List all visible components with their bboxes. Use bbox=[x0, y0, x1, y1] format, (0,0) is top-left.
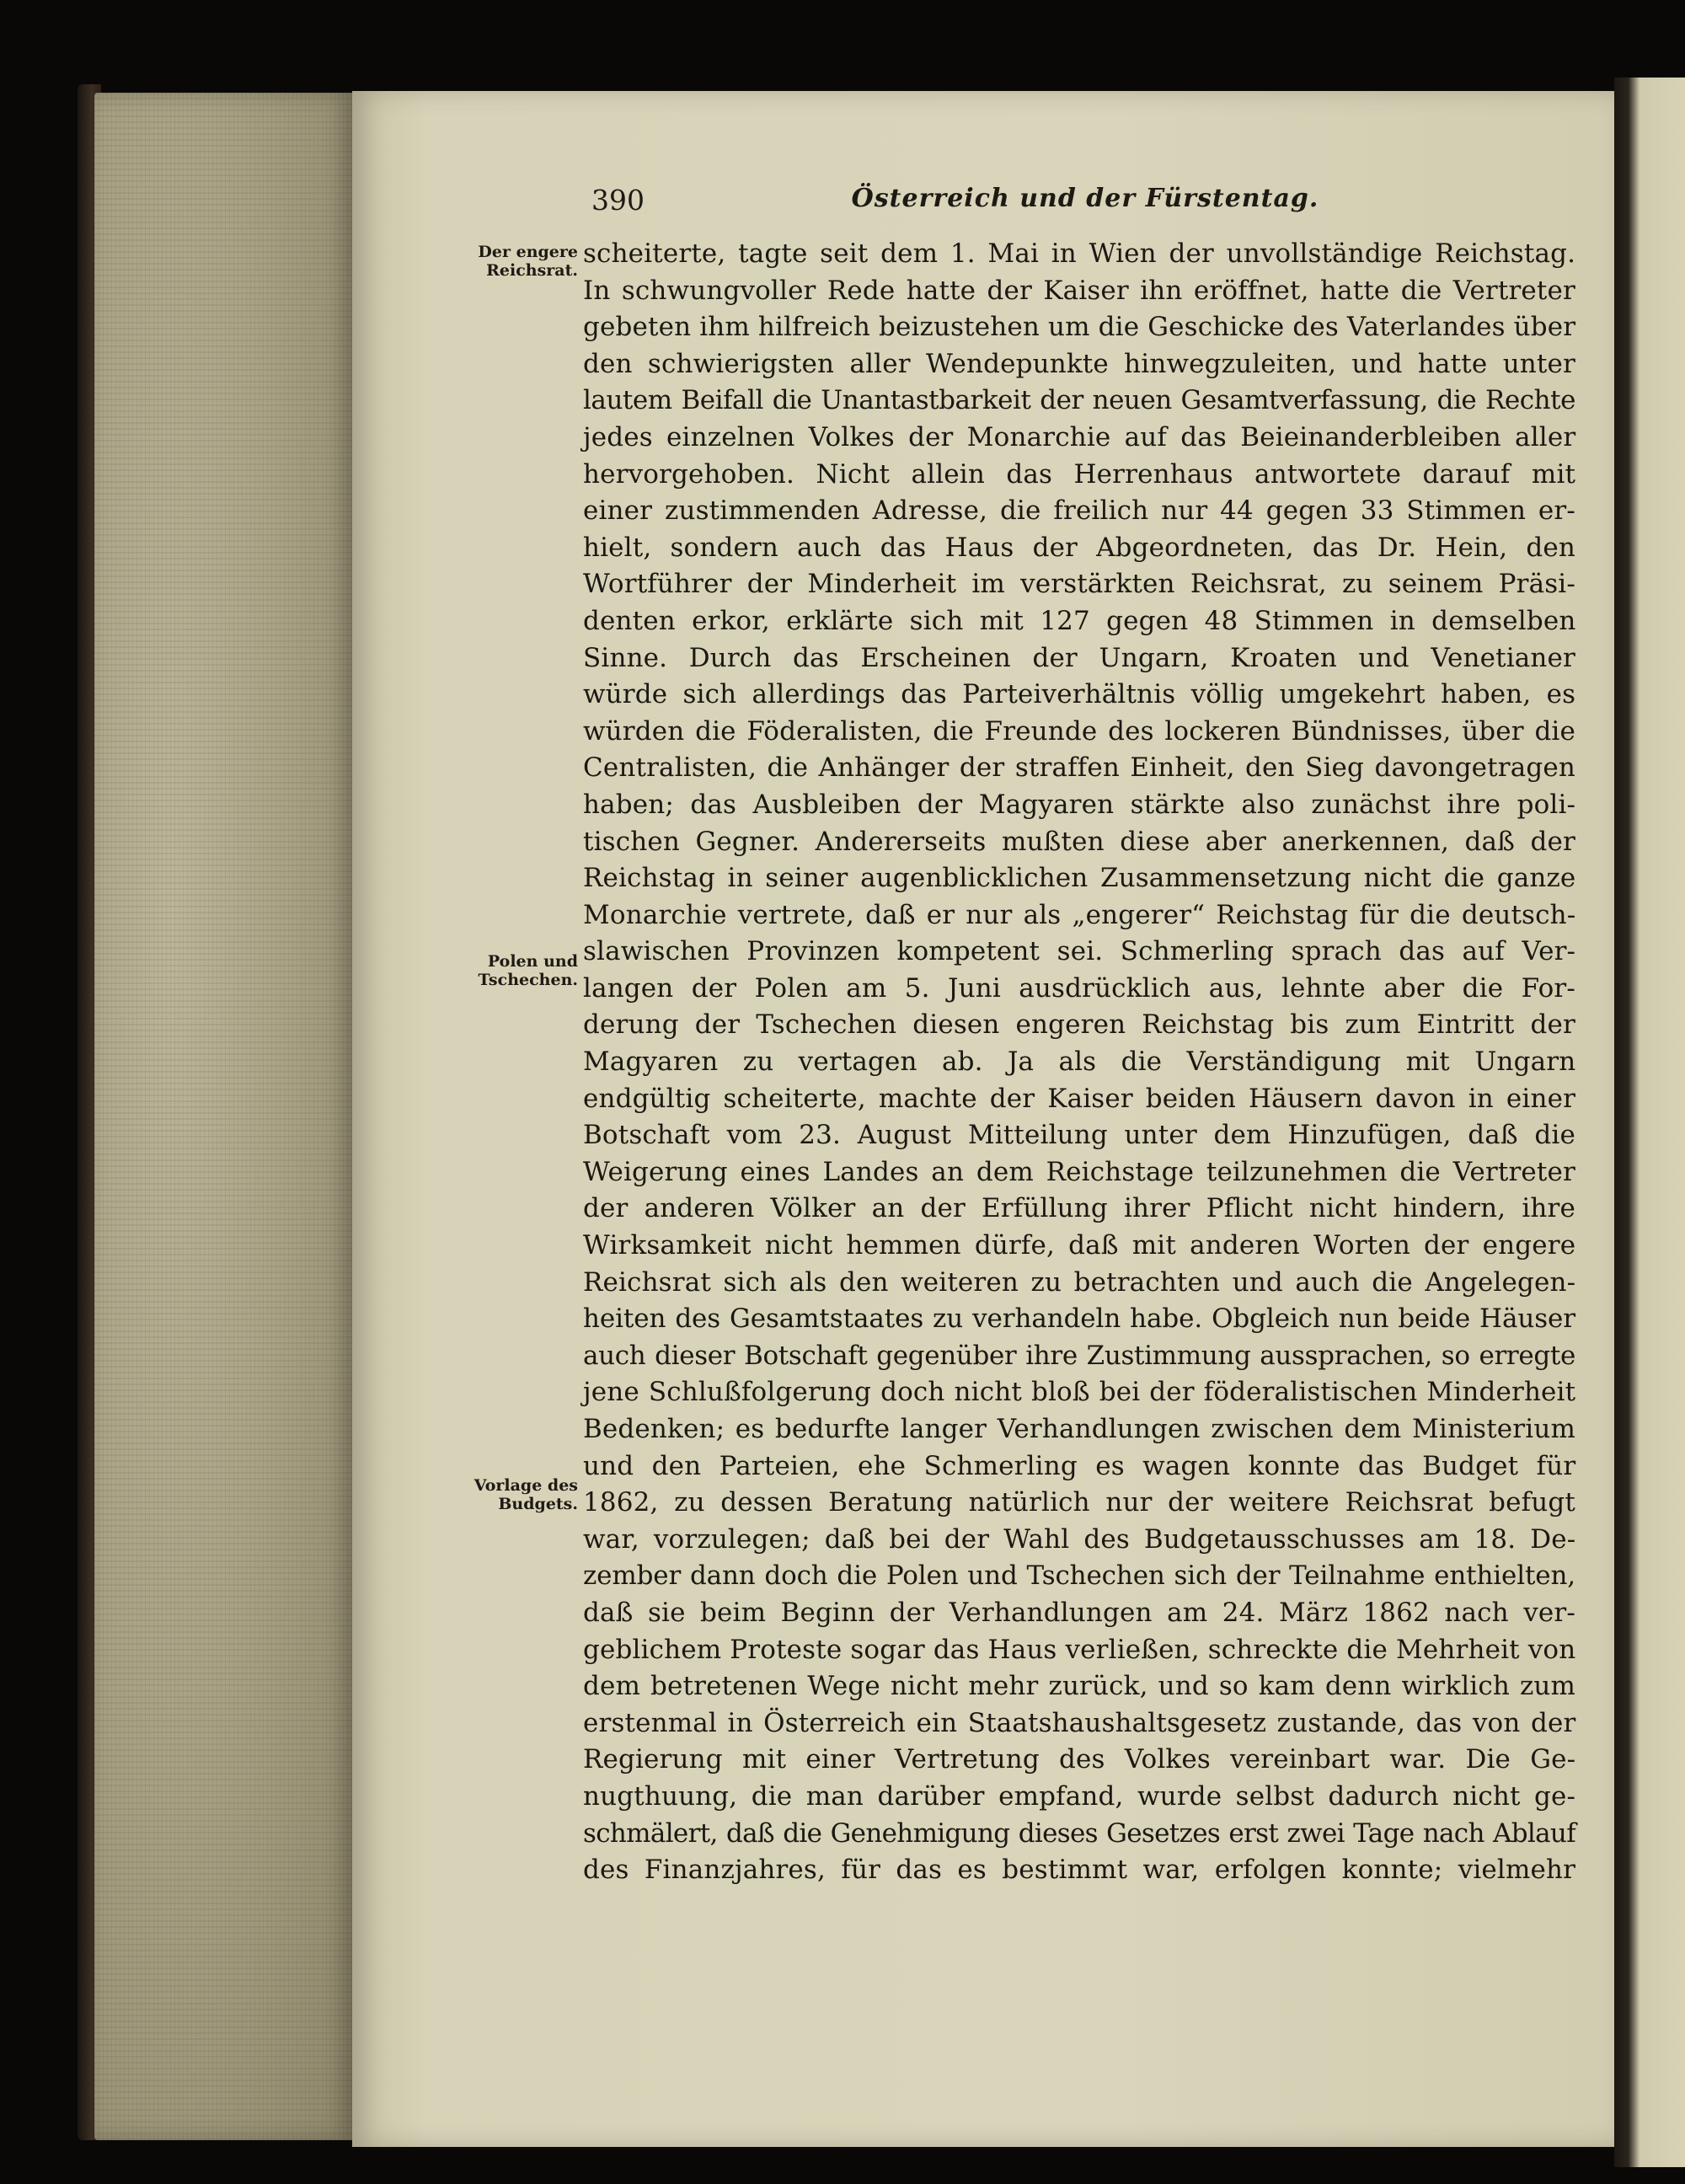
text-line: den schwierigsten aller Wendepunkte hinwegzuleiten, und hatte unter bbox=[583, 348, 1575, 379]
text-line: scheiterte, tagte seit dem 1. Mai in Wien der unvollständige Reichstag. bbox=[583, 238, 1576, 269]
sidenote-line: Vorlage des bbox=[473, 1476, 578, 1495]
text-line: In schwungvoller Rede hatte der Kaiser ihn eröffnet, hatte die Vertreter bbox=[583, 275, 1575, 306]
sidenote-vorlage-budgets bbox=[455, 1476, 578, 1513]
text-line: hielt, sondern auch das Haus der Abgeordneten, das Dr. Hein, den bbox=[583, 532, 1575, 563]
text-line: nugthuung, die man darüber empfand, wurde selbst dadurch nicht ge- bbox=[583, 1780, 1576, 1812]
sidenote-line: Budgets. bbox=[498, 1495, 578, 1513]
text-line: tischen Gegner. Andererseits mußten diese aber anerkennen, daß der bbox=[583, 826, 1575, 857]
text-line: Reichstag in seiner augenblicklichen Zusammensetzung nicht die ganze bbox=[583, 863, 1576, 894]
text-line: geblichem Proteste sogar das Haus verließen, schreckte die Mehrheit von bbox=[583, 1634, 1576, 1665]
text-line: Bedenken; es bedurfte langer Verhandlungen zwischen dem Ministerium bbox=[583, 1414, 1575, 1444]
text-line: des Finanzjahres, für das es bestimmt war, erfolgen konnte; vielmehr bbox=[583, 1855, 1576, 1886]
text-line: jedes einzelnen Volkes der Monarchie auf das Beieinanderbleiben aller bbox=[583, 421, 1576, 452]
page-block-edges bbox=[94, 93, 352, 2140]
text-line: erstenmal in Österreich ein Staatshaushaltsgesetz zustande, das von der bbox=[583, 1707, 1576, 1738]
text-line: haben; das Ausbleiben der Magyaren stärkte also zunächst ihre poli- bbox=[583, 789, 1576, 820]
text-line: slawischen Provinzen kompetent sei. Schmerling sprach das auf Ver- bbox=[583, 936, 1576, 967]
text-line: auch dieser Botschaft gegenüber ihre Zustimmung aussprachen, so erregte bbox=[583, 1340, 1575, 1371]
sidenote-line: Der engere bbox=[478, 243, 578, 261]
sidenote-line: Polen und bbox=[487, 952, 578, 971]
text-line: endgültig scheiterte, machte der Kaiser beiden Häusern davon in einer bbox=[583, 1083, 1576, 1114]
text-line: zember dann doch die Polen und Tschechen sich der Teilnahme enthielten, bbox=[583, 1560, 1575, 1592]
text-line: war, vorzulegen; daß bei der Wahl des Budgetausschusses am 18. De- bbox=[583, 1523, 1576, 1555]
text-line: langen der Polen am 5. Juni ausdrücklich aus, lehnte aber die For- bbox=[583, 972, 1575, 1004]
text-line: der anderen Völker an der Erfüllung ihrer Pflicht nicht hindern, ihre bbox=[583, 1193, 1575, 1224]
text-line: denten erkor, erklärte sich mit 127 gegen 48 Stimmen in demselben bbox=[583, 605, 1576, 636]
text-line: schmälert, daß die Genehmigung dieses Gesetzes erst zwei Tage nach Ablauf bbox=[583, 1817, 1575, 1849]
text-line: Magyaren zu vertagen ab. Ja als die Verständigung mit Ungarn bbox=[583, 1046, 1576, 1078]
page-header bbox=[591, 177, 1579, 228]
running-head: Österreich und der Fürstentag. bbox=[851, 184, 1319, 213]
text-line: Regierung mit einer Vertretung des Volkes vereinbart war. Die Ge- bbox=[583, 1744, 1576, 1775]
sidenote-line: Tschechen. bbox=[478, 971, 578, 989]
text-line: Reichsrat sich als den weiteren zu betrachten und auch die Angelegen- bbox=[583, 1266, 1576, 1298]
text-line: und den Parteien, ehe Schmerling es wagen konnte das Budget für bbox=[583, 1450, 1576, 1481]
text-line: hervorgehoben. Nicht allein das Herrenhaus antwortete darauf mit bbox=[583, 458, 1576, 490]
facing-page-edge bbox=[1614, 78, 1685, 2167]
text-line: Sinne. Durch das Erscheinen der Ungarn, Kroaten und Venetianer bbox=[583, 642, 1575, 673]
text-line: einer zustimmenden Adresse, die freilich nur 44 gegen 33 Stimmen er- bbox=[583, 495, 1575, 527]
body-text bbox=[583, 236, 1575, 1889]
text-line: Weigerung eines Landes an dem Reichstage teilzunehmen die Vertreter bbox=[583, 1156, 1575, 1187]
page-number: 390 bbox=[591, 184, 645, 217]
text-line: Centralisten, die Anhänger der straffen Einheit, den Sieg davongetragen bbox=[583, 752, 1575, 784]
text-line: Wortführer der Minderheit im verstärkten Reichsrat, zu seinem Präsi- bbox=[583, 569, 1575, 600]
text-line: Monarchie vertrete, daß er nur als „engerer“ Reichstag für die deutsch- bbox=[583, 899, 1576, 930]
sidenote-polen-tschechen bbox=[455, 952, 578, 989]
sidenote-line: Reichsrat. bbox=[486, 261, 578, 280]
text-line: daß sie beim Beginn der Verhandlungen am 24. März 1862 nach ver- bbox=[583, 1597, 1575, 1628]
text-line: heiten des Gesamtstaates zu verhandeln habe. Obgleich nun beide Häuser bbox=[583, 1303, 1575, 1335]
text-line: Botschaft vom 23. August Mitteilung unter dem Hinzufügen, daß die bbox=[583, 1120, 1575, 1151]
text-line: lautem Beifall die Unantastbarkeit der neuen Gesamtverfassung, die Rechte bbox=[583, 385, 1575, 416]
text-line: 1862, zu dessen Beratung natürlich nur der weitere Reichsrat befugt bbox=[583, 1487, 1575, 1518]
text-line: würden die Föderalisten, die Freunde des lockeren Bündnisses, über die bbox=[583, 715, 1575, 747]
text-line: derung der Tschechen diesen engeren Reichstag bis zum Eintritt der bbox=[583, 1009, 1575, 1041]
text-line: Wirksamkeit nicht hemmen dürfe, daß mit anderen Worten der engere bbox=[583, 1230, 1576, 1261]
text-line: jene Schlußfolgerung doch nicht bloß bei der föderalistischen Minderheit bbox=[583, 1377, 1576, 1408]
sidenote-engere-reichsrat bbox=[455, 243, 578, 280]
text-line: gebeten ihm hilfreich beizustehen um die Geschicke des Vaterlandes über bbox=[583, 312, 1576, 343]
text-line: dem betretenen Wege nicht mehr zurück, und so kam denn wirklich zum bbox=[583, 1671, 1576, 1702]
text-line: würde sich allerdings das Parteiverhältnis völlig umgekehrt haben, es bbox=[583, 679, 1576, 710]
